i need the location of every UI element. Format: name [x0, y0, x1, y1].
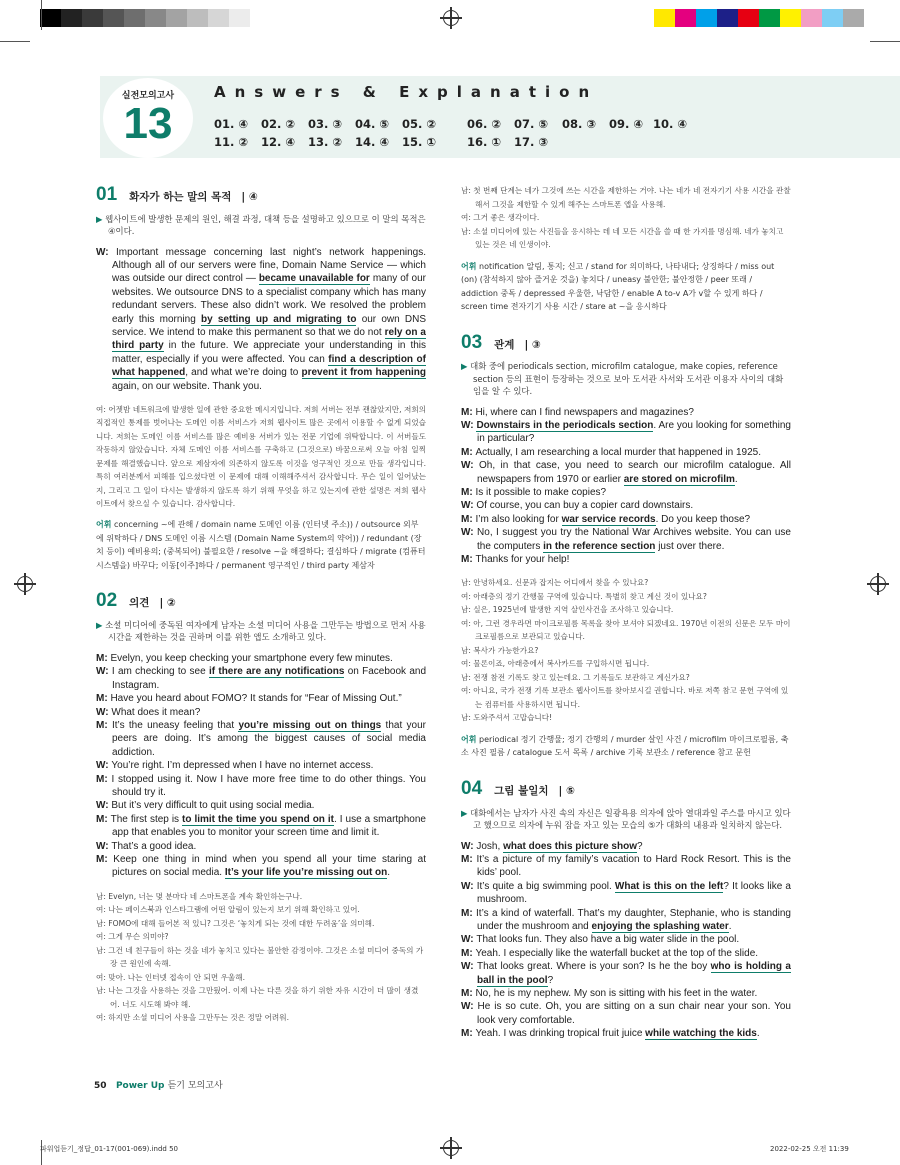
book-title: Power Up — [115, 1081, 165, 1091]
book-subtitle: 듣기 모의고사 — [167, 1081, 223, 1091]
translation-line: 남: 첫 번째 단계는 네가 그것에 쓰는 시간을 제한하는 거야. 나는 네가 네 전자기기 사용 시간을 관찰해서 그것을 제한할 수 있게 해주는 스마트폰 앱을 사용해. — [461, 186, 791, 209]
dialogue-line: W: But it’s very difficult to quit using social media. — [96, 800, 315, 812]
dialogue-line: W: Downstairs in the periodicals section. Are you looking for something in particular? — [461, 420, 791, 445]
crop-mark — [41, 0, 42, 30]
dialogue-line: W: He is so cute. Oh, you are sitting on a sun chair near your son. You look very comfortable. — [461, 1001, 791, 1026]
dialogue-line: M: Yeah. I was drinking tropical fruit juice while watching the kids. — [461, 1028, 760, 1040]
question-number: 02 — [96, 590, 118, 612]
answer-item: 04. ⑤ — [355, 117, 390, 131]
dialogue-line: W: That looks fun. They also have a big water slide in the pool. — [461, 934, 740, 946]
question-number: 01 — [96, 184, 118, 205]
dialogue-line: W: Josh, what does this picture show? — [461, 840, 643, 852]
question-type: 그림 불일치 — [494, 784, 549, 797]
left-column — [96, 184, 427, 1025]
crop-mark — [0, 41, 30, 42]
translation-line: 남: Evelyn, 너는 몇 분마다 네 스마트폰을 계속 확인하는구나. — [96, 891, 303, 901]
answer-item: 16. ① — [467, 135, 502, 149]
question-03-heading — [461, 331, 791, 353]
question-01-vocab: 어휘 concerning ~에 관해 / domain name 도메인 이름 (인터넷 주소)) / outsource 외부에 위탁하다 / DNS 도메인 이름 시스템 (Domain Name System의 약어)) / redundant (장치 등이) 예비용의; (중복되어) 불필요한 / resolve ~을 해결하다; 결심하다 / migrate (컴퓨터 시스템을) 바꾸다; 이동[이주]하다 / permanent 영구적인 / third party 제삼자 — [96, 520, 426, 570]
dialogue-line: M: Have you heard about FOMO? It stands for “Fear of Missing Out.” — [96, 693, 402, 705]
question-01-script: W: Important message concerning last night’s network happenings. Although all of our servers were fine, Domain Name Service — which was outside our direct control — became unavailable for many of our websites. We outsource DNS to a specialist company which has many redundant servers. These also didn’t work. We resolved the problem early this morning by setting up and migrating to our own DNS service. We intend to make this permanent so that we do not rely on a third party in the future. We appreciate your understanding in this matter, especially if you were affected. You can find a description of what happened, and what we’re doing to prevent it from happening again, on our website. Thank you. — [96, 246, 427, 392]
dialogue-line: M: Evelyn, you keep checking your smartphone every few minutes. — [96, 652, 393, 664]
answer-item: 12. ④ — [261, 135, 296, 149]
answer-item: 15. ① — [402, 135, 437, 149]
registration-mark-right — [870, 576, 886, 592]
dialogue-line: M: I’m also looking for war service records. Do you keep those? — [461, 513, 751, 525]
question-answer: | ④ — [241, 191, 258, 203]
answer-item: 01. ④ — [214, 117, 249, 131]
question-03-script — [461, 406, 791, 567]
dialogue-line: M: Yeah. I especially like the waterfall bucket at the top of the slide. — [461, 947, 759, 959]
translation-line: 여: 하지만 소셜 미디어 사용을 그만두는 것은 정말 어려워. — [96, 1013, 289, 1023]
dialogue-line: M: Keep one thing in mind when you spend all your time staring at pictures on social media. It’s your life you’re missing out on. — [96, 854, 426, 879]
translation-line: 남: 전쟁 참전 기록도 찾고 있는데요. 그 기록들도 보관하고 계신가요? — [461, 672, 690, 682]
question-03-vocab: 어휘 periodical 정기 간행물; 정기 간행의 / murder 살인 사건 / microfilm 마이크로필름, 축소 사진 필름 / catalogue 도서 목록 / archive 기록 보관소 / reference 참고 문헌 — [461, 734, 789, 758]
dialogue-line: W: I am checking to see if there are any notifications on Facebook and Instagram. — [96, 666, 427, 691]
registration-mark-bottom — [443, 1140, 459, 1156]
answer-item: 14. ④ — [355, 135, 390, 149]
question-04-script — [461, 840, 791, 1041]
question-type: 관계 — [494, 338, 515, 351]
answer-item: 06. ② — [467, 117, 502, 131]
question-04-heading — [461, 777, 791, 799]
question-02-translation-continued — [461, 184, 791, 252]
dialogue-line: M: It’s a kind of waterfall. That’s my daughter, Stephanie, who is standing under the mushroom and enjoying the splashing water. — [461, 907, 791, 932]
translation-line: 여: 나는 페이스북과 인스타그램에 어떤 알림이 있는지 보기 위해 확인하고 있어. — [96, 905, 360, 915]
dialogue-line: M: The first step is to limit the time you spend on it. I use a smartphone app that enables you to monitor your screen time and limit it. — [96, 813, 426, 839]
translation-line: 여: 맞아. 나는 인터넷 접속이 안 되면 우울해. — [96, 972, 245, 982]
translation-line: 남: 나는 그것을 사용하는 것을 그만뒀어. 이제 나는 다른 것을 하기 위한 자유 시간이 더 많이 생겼어. 너도 시도해 봐야 해. — [96, 986, 419, 1009]
page-title: Answers & Explanation — [214, 83, 599, 101]
registration-mark-left — [17, 576, 33, 592]
bullet-triangle-icon: ▶ — [461, 361, 471, 372]
dialogue-line: M: It’s a picture of my family’s vacation to Hard Rock Resort. This is the kids’ pool. — [461, 853, 791, 879]
question-02-script — [96, 652, 426, 880]
question-01-heading — [96, 184, 426, 205]
question-02-heading — [96, 590, 426, 612]
dialogue-line: M: It’s the uneasy feeling that you’re missing out on things that your peers are doing. It’s among the biggest causes of social media addiction. — [96, 719, 426, 758]
answer-item: 08. ③ — [562, 117, 597, 131]
translation-line: 여: 그거 좋은 생각이다. — [461, 213, 540, 222]
translation-line: 여: 물론이죠, 아래층에서 복사카드를 구입하시면 됩니다. — [461, 659, 650, 669]
page-number: 50 — [94, 1081, 107, 1091]
question-02-vocab: 어휘 notification 알림, 통지; 신고 / stand for 의미하다, 나타내다; 상징하다 / miss out (on) (참석하지 않아 즐거운 것을) 놓치다 / uneasy 불안한; 불안정한 / peer 또래 / addiction 중독 / depressed 우울한, 낙담한 / enable A to-v A가 v할 수 있게 하다 / screen time 전자기기 사용 시간 / stare at ~을 응시하다 — [461, 261, 775, 311]
grayscale-bar — [40, 9, 250, 27]
dialogue-line: M: Hi, where can I find newspapers and magazines? — [461, 406, 694, 418]
question-answer: | ② — [159, 597, 176, 610]
dialogue-line: W: Of course, you can buy a copier card downstairs. — [461, 500, 694, 512]
dialogue-line: M: Is it possible to make copies? — [461, 487, 607, 499]
question-03-translation — [461, 576, 791, 725]
question-answer: | ⑤ — [558, 784, 575, 797]
question-02-translation — [96, 890, 426, 1025]
answer-item: 13. ② — [308, 135, 343, 149]
translation-line: 여: 아래층의 정기 간행물 구역에 있습니다. 특별히 찾고 계신 것이 있나요? — [461, 591, 707, 601]
translation-line: 여: 아, 그런 경우라면 마이크로필름 목록을 찾아 보셔야 되겠네요. 1970년 이전의 신문은 모두 마이크로필름으로 보관되고 있습니다. — [461, 618, 791, 642]
question-number: 04 — [461, 777, 483, 799]
dialogue-line: W: You’re right. I’m depressed when I have no internet access. — [96, 760, 374, 772]
dialogue-line: W: What does it mean? — [96, 706, 201, 718]
translation-line: 남: 소셜 미디어에 있는 사진들을 응시하는 데 네 모든 시간을 쓸 때 한 가지를 명심해. 네가 놓치고 있는 것은 네 인생이야. — [461, 226, 784, 249]
dialogue-line: W: That’s a good idea. — [96, 840, 197, 852]
question-02-explanation: ▶ 소셜 미디어에 중독된 여자에게 남자는 소셜 미디어 사용을 그만두는 방법으로 먼저 사용 시간을 제한하는 것을 권하며 이를 위한 앱도 소개하고 있다. — [96, 619, 426, 643]
crop-mark — [870, 41, 900, 42]
dialogue-line: W: No, I suggest you try the National War Archives website. You can use the computers in the reference section just over there. — [461, 527, 791, 552]
slug-file: 파워업듣기_정답_01-17(001-069).indd 50 — [40, 1145, 179, 1153]
dialogue-line: M: I stopped using it. Now I have more free time to do other things. You should try it. — [96, 773, 426, 798]
translation-line: 남: 안녕하세요. 신문과 잡지는 어디에서 찾을 수 있나요? — [461, 578, 649, 588]
badge-number: 13 — [123, 99, 173, 148]
dialogue-line: W: Oh, in that case, you need to search our microfilm catalogue. All newspapers from 1970 or earlier are stored on microfilm. — [461, 460, 791, 485]
dialogue-line: W: It’s quite a big swimming pool. What is this on the left? It looks like a mushroom. — [461, 880, 791, 906]
question-type: 화자가 하는 말의 목적 — [129, 191, 232, 203]
page-footer — [94, 1078, 223, 1091]
translation-line: 남: 실은, 1925년에 발생한 지역 살인사건을 조사하고 있습니다. — [461, 605, 674, 615]
answer-item: 17. ③ — [514, 135, 549, 149]
answer-item: 05. ② — [402, 117, 437, 131]
dialogue-line: M: Thanks for your help! — [461, 554, 570, 566]
translation-line: 여: 그게 무슨 의미야? — [96, 932, 169, 942]
dialogue-line: M: No, he is my nephew. My son is sitting with his feet in the water. — [461, 988, 758, 1000]
color-bar — [654, 9, 864, 27]
translation-line: 남: 도와주셔서 고맙습니다! — [461, 713, 553, 723]
question-type: 의견 — [129, 597, 150, 610]
answer-item: 07. ⑤ — [514, 117, 549, 131]
translation-line: 남: 그건 네 친구들이 하는 것을 네가 놓치고 있다는 불안한 감정이야. 그것은 소셜 미디어 중독의 가장 큰 원인에 속해. — [96, 945, 424, 969]
answer-item: 10. ④ — [653, 117, 688, 131]
slug-date: 2022-02-25 오전 11:39 — [770, 1145, 849, 1153]
dialogue-line: W: That looks great. Where is your son? Is he the boy who is holding a ball in the pool? — [461, 961, 791, 986]
bullet-triangle-icon: ▶ — [461, 807, 471, 818]
answer-item: 09. ④ — [609, 117, 644, 131]
question-01-explanation: ▶ 웹사이트에 발생한 문제의 원인, 해결 과정, 대책 등을 설명하고 있으므로 이 말의 목적은 ④이다. — [96, 213, 426, 237]
question-answer: | ③ — [524, 338, 541, 351]
answer-item: 11. ② — [214, 135, 249, 149]
translation-line: 남: 복사가 가능한가요? — [461, 645, 539, 655]
bullet-triangle-icon: ▶ — [96, 213, 106, 224]
translation-line: 여: 아니요, 국가 전쟁 기록 보관소 웹사이트를 찾아보시길 권합니다. 바로 저쪽 참고 문헌 구역에 있는 컴퓨터를 사용하시면 됩니다. — [461, 686, 789, 709]
answer-item: 03. ③ — [308, 117, 343, 131]
right-column — [461, 184, 791, 1041]
question-03-explanation: ▶ 대화 중에 periodicals section, microfilm catalogue, make copies, reference section 등의 표현이 등장하는 것으로 보아 도서관 사서와 도서관 이용자 사이의 대화임을 알 수 있다. — [461, 361, 784, 397]
badge-label: 실전모의고사 — [121, 91, 175, 101]
bullet-triangle-icon: ▶ — [96, 619, 106, 630]
question-01-translation: 여: 어젯밤 네트워크에 발생한 일에 관한 중요한 메시지입니다. 저희 서버는 전부 괜찮았지만, 저희의 직접적인 통제를 벗어나는 도메인 이름 서비스가 저희 웹사이트 많은 곳에서 이용할 수 없게 되었습니다. 저희는 도메인 이름 서비스를 많은 예비용 서버가 있는 전문 기업에 위탁합니다. 이 서버들도 작동하지 않았습니다. 자체 도메인 이름 서비스를 구축하고 (그것으로) 바꿈으로써 오늘 아침 일찍 문제를 해결했습니다. 앞으로 제삼자에 의존하지 않도록 이것을 영구적인 것으로 만들 생각입니다. 특히 여러분께서 피해를 입으셨다면 이 문제에 대해 이해해주셔서 감사합니다. 무슨 일이 일어났는지, 그리고 그 일이 다시는 발생하지 않도록 하기 위해 무엇을 하고 있는지에 관한 설명은 저희 웹사이트에서 찾으실 수 있습니다. 감사합니다. — [96, 405, 426, 508]
question-04-explanation: ▶ 대화에서는 남자가 사진 속의 자신은 일광욕용 의자에 앉아 열대과일 주스를 마시고 있다고 했으므로 의자에 누워 잠을 자고 있는 모습의 ⑤가 대화의 내용과 일치하지 않는다. — [461, 807, 791, 831]
dialogue-line: M: Actually, I am researching a local murder that happened in 1925. — [461, 446, 761, 458]
answer-item: 02. ② — [261, 117, 296, 131]
question-number: 03 — [461, 331, 483, 353]
translation-line: 남: FOMO에 대해 들어본 적 있니? 그것은 ‘놓치게 되는 것에 대한 두려움’을 의미해. — [96, 918, 375, 928]
registration-mark-top — [443, 10, 459, 26]
